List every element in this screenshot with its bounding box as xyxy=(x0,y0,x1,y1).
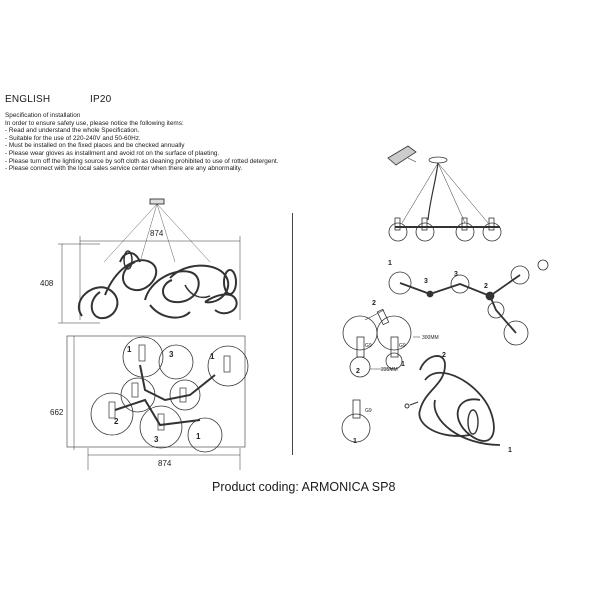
spec-item: - Please connect with the local sales service center when there are any abnormality. xyxy=(5,165,243,173)
spec-title: Specification of installation xyxy=(5,112,81,119)
product-coding: Product coding: ARMONICA SP8 xyxy=(212,480,396,494)
spec-item: - Suitable for the use of 220-240V and 50-60Hz. xyxy=(5,134,141,142)
callout-three: 3 xyxy=(454,271,458,278)
g9-label: G9 xyxy=(365,408,372,414)
side-width-value: 874 xyxy=(150,229,164,238)
dimension-235mm: 235MM xyxy=(381,367,398,373)
top-view-drawing xyxy=(67,336,248,470)
callout-two: 2 xyxy=(372,300,376,307)
callout-three: 3 xyxy=(169,350,174,359)
spec-intro: In order to ensure safety use, please notice the following items: xyxy=(5,119,184,127)
callout-one: 1 xyxy=(401,361,405,368)
callout-one: 1 xyxy=(210,352,215,361)
callout-three: 3 xyxy=(424,278,428,285)
spec-item: - Please turn off the lighting source by soft cloth as cleaning prohibited to use of rotted detergent. xyxy=(5,157,279,165)
side-view-drawing xyxy=(58,199,240,323)
dimension-300mm: 300MM xyxy=(422,335,439,341)
top-depth-value: 662 xyxy=(50,408,64,417)
callout-two: 2 xyxy=(484,283,488,290)
callout-two: 2 xyxy=(442,352,446,359)
callout-one: 1 xyxy=(508,447,512,454)
assembly-drawing xyxy=(389,260,548,345)
spec-item: - Must be installed on the fixed places and be checked annually xyxy=(5,142,185,150)
loop-frame-drawing xyxy=(405,356,500,445)
callout-one: 1 xyxy=(353,438,357,445)
callout-two: 2 xyxy=(114,417,119,426)
globe-detail-drawing xyxy=(342,309,420,442)
installation-drawing xyxy=(388,146,501,241)
callout-one: 1 xyxy=(388,260,392,267)
callout-three: 3 xyxy=(154,435,159,444)
side-height-value: 408 xyxy=(40,279,54,288)
spec-item: - Read and understand the whole Specification. xyxy=(5,127,140,135)
g9-label: G9 xyxy=(365,343,372,349)
g9-label: G9 xyxy=(399,343,406,349)
top-width-value: 874 xyxy=(158,459,172,468)
spec-item: - Please wear gloves as installment and avoid rot on the surface of plaeting. xyxy=(5,149,220,157)
ip-rating-label: IP20 xyxy=(90,94,112,105)
language-label: ENGLISH xyxy=(5,94,51,105)
callout-one: 1 xyxy=(196,432,201,441)
callout-two: 2 xyxy=(356,368,360,375)
callout-one: 1 xyxy=(127,345,132,354)
